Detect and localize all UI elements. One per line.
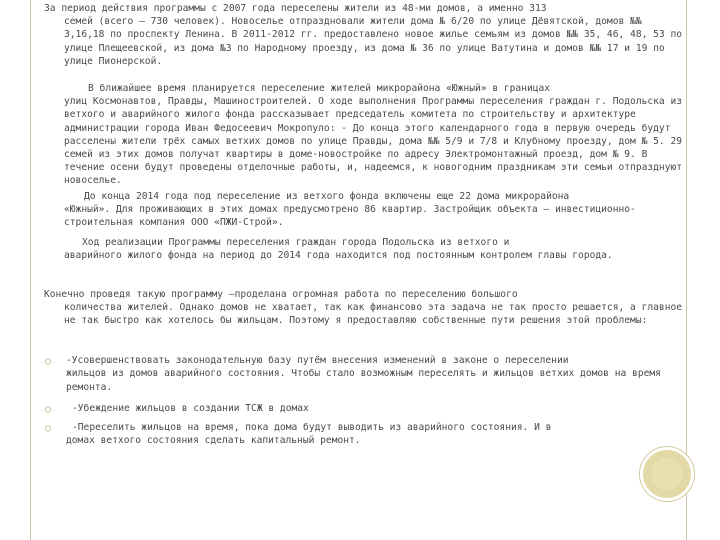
circle-outline-icon: ○	[45, 356, 52, 368]
bullet-item-1	[44, 354, 684, 394]
paragraph-1-first-line: За период действия программы с 2007 года переселены жители из 48-ми домов, а именно 313	[44, 3, 547, 14]
decorative-circle	[640, 447, 694, 501]
bullet-item-1-first-line: -Усовершенствовать законодательную базу путём внесения изменений в законе о переселении	[66, 355, 569, 367]
paragraph-4	[44, 236, 684, 262]
bullet-item-1-rest: жильцов из домов аварийного состояния. Чтобы стало возможным переселять и жильцов ветхих домов на время ремонта.	[66, 368, 661, 393]
spacer	[44, 263, 684, 288]
circle-outline-icon: ○	[45, 403, 52, 415]
bullet-item-3	[44, 421, 684, 447]
paragraph-3	[44, 190, 684, 230]
paragraph-5-first-line: Конечно проведя такую программу –проделана огромная работа по переселению большого	[44, 288, 518, 300]
paragraph-4-first-line: Ход реализации Программы переселения граждан города Подольска из ветхого и	[82, 237, 510, 249]
frame-left-line	[30, 0, 31, 540]
paragraph-2	[44, 82, 684, 188]
paragraph-2-first-line: В ближайшее время планируется переселение жителей микрорайона «Южный» в границах	[88, 83, 551, 95]
bullet-item-2	[44, 402, 684, 415]
paragraph-4-rest: аварийного жилого фонда на период до 2014 года находится под постоянным контролем главы города.	[64, 250, 613, 262]
bullet-item-2-first-line: -Убеждение жильцов в создании ТСЖ в домах	[72, 402, 309, 414]
spacer	[44, 394, 684, 402]
bullet-item-3-rest: домах ветхого состояния сделать капитальный ремонт.	[66, 435, 361, 447]
slide-content	[44, 2, 684, 447]
paragraph-3-first-line: До конца 2014 года под переселение из ветхого фонда включены еще 22 дома микрорайона	[84, 190, 570, 202]
bullet-list	[44, 354, 684, 447]
paragraph-2-rest: улиц Космонавтов, Правды, Машиностроителей. О ходе выполнения Программы переселения граждан г. Подольска из ветхого и аварийного жилого фонда рассказывает председатель комитета по строительству и архитектуре администрации города Иван Федосеевич Мокропуло: - До конца этого календарного года в первую очередь будут расселены жители трёх самых ветхих домов по улице Правды, дома №№ 5/9 и 7/8 и Клубному проезду, дом № 5. 29 семей из этих домов получат квартиры в доме-новостройке по адресу Электромонтажный проезд, дом № 9. В течение осени будут проведены отделочные работы, и, надеемся, к новогодним праздникам эти семьи отпразднуют новоселье.	[64, 96, 683, 187]
paragraph-3-rest: «Южный». Для проживающих в этих домах предусмотрено 86 квартир. Застройщик объекта – инвестиционно-строительная компания ООО «ПЖИ-Строй».	[64, 203, 636, 229]
bullet-item-3-first-line: -Переселить жильцов на время, пока дома будут выводить из аварийного состояния. И в	[72, 422, 552, 434]
spacer	[44, 68, 684, 82]
paragraph-1	[44, 2, 684, 68]
circle-outline-icon: ○	[45, 423, 52, 435]
spacer	[44, 327, 684, 348]
paragraph-5	[44, 288, 684, 328]
paragraph-5-rest: количества жителей. Однако домов не хватает, так как финансово эта задача не так просто решается, а главное не так быстро как хотелось бы жильцам. Поэтому я предоставляю собственные пути решения этой проблемы:	[64, 301, 683, 327]
decorative-circle-inner	[651, 458, 683, 490]
paragraph-1-rest: семей (всего – 730 человек). Новоселье отпраздновали жители дома № 6/20 по улице Дёвятской, домов №№ 3,16,18 по проспекту Ленина. В 2011-2012 гг. предоставлено новое жилье семьям из домов №№ 35, 46, 48, 53 по улице Плещеевской, из дома №3 по Народному проезду, из дома № 36 по улице Ватутина и домов №№ 17 и 19 по улице Пионерской.	[64, 16, 683, 67]
